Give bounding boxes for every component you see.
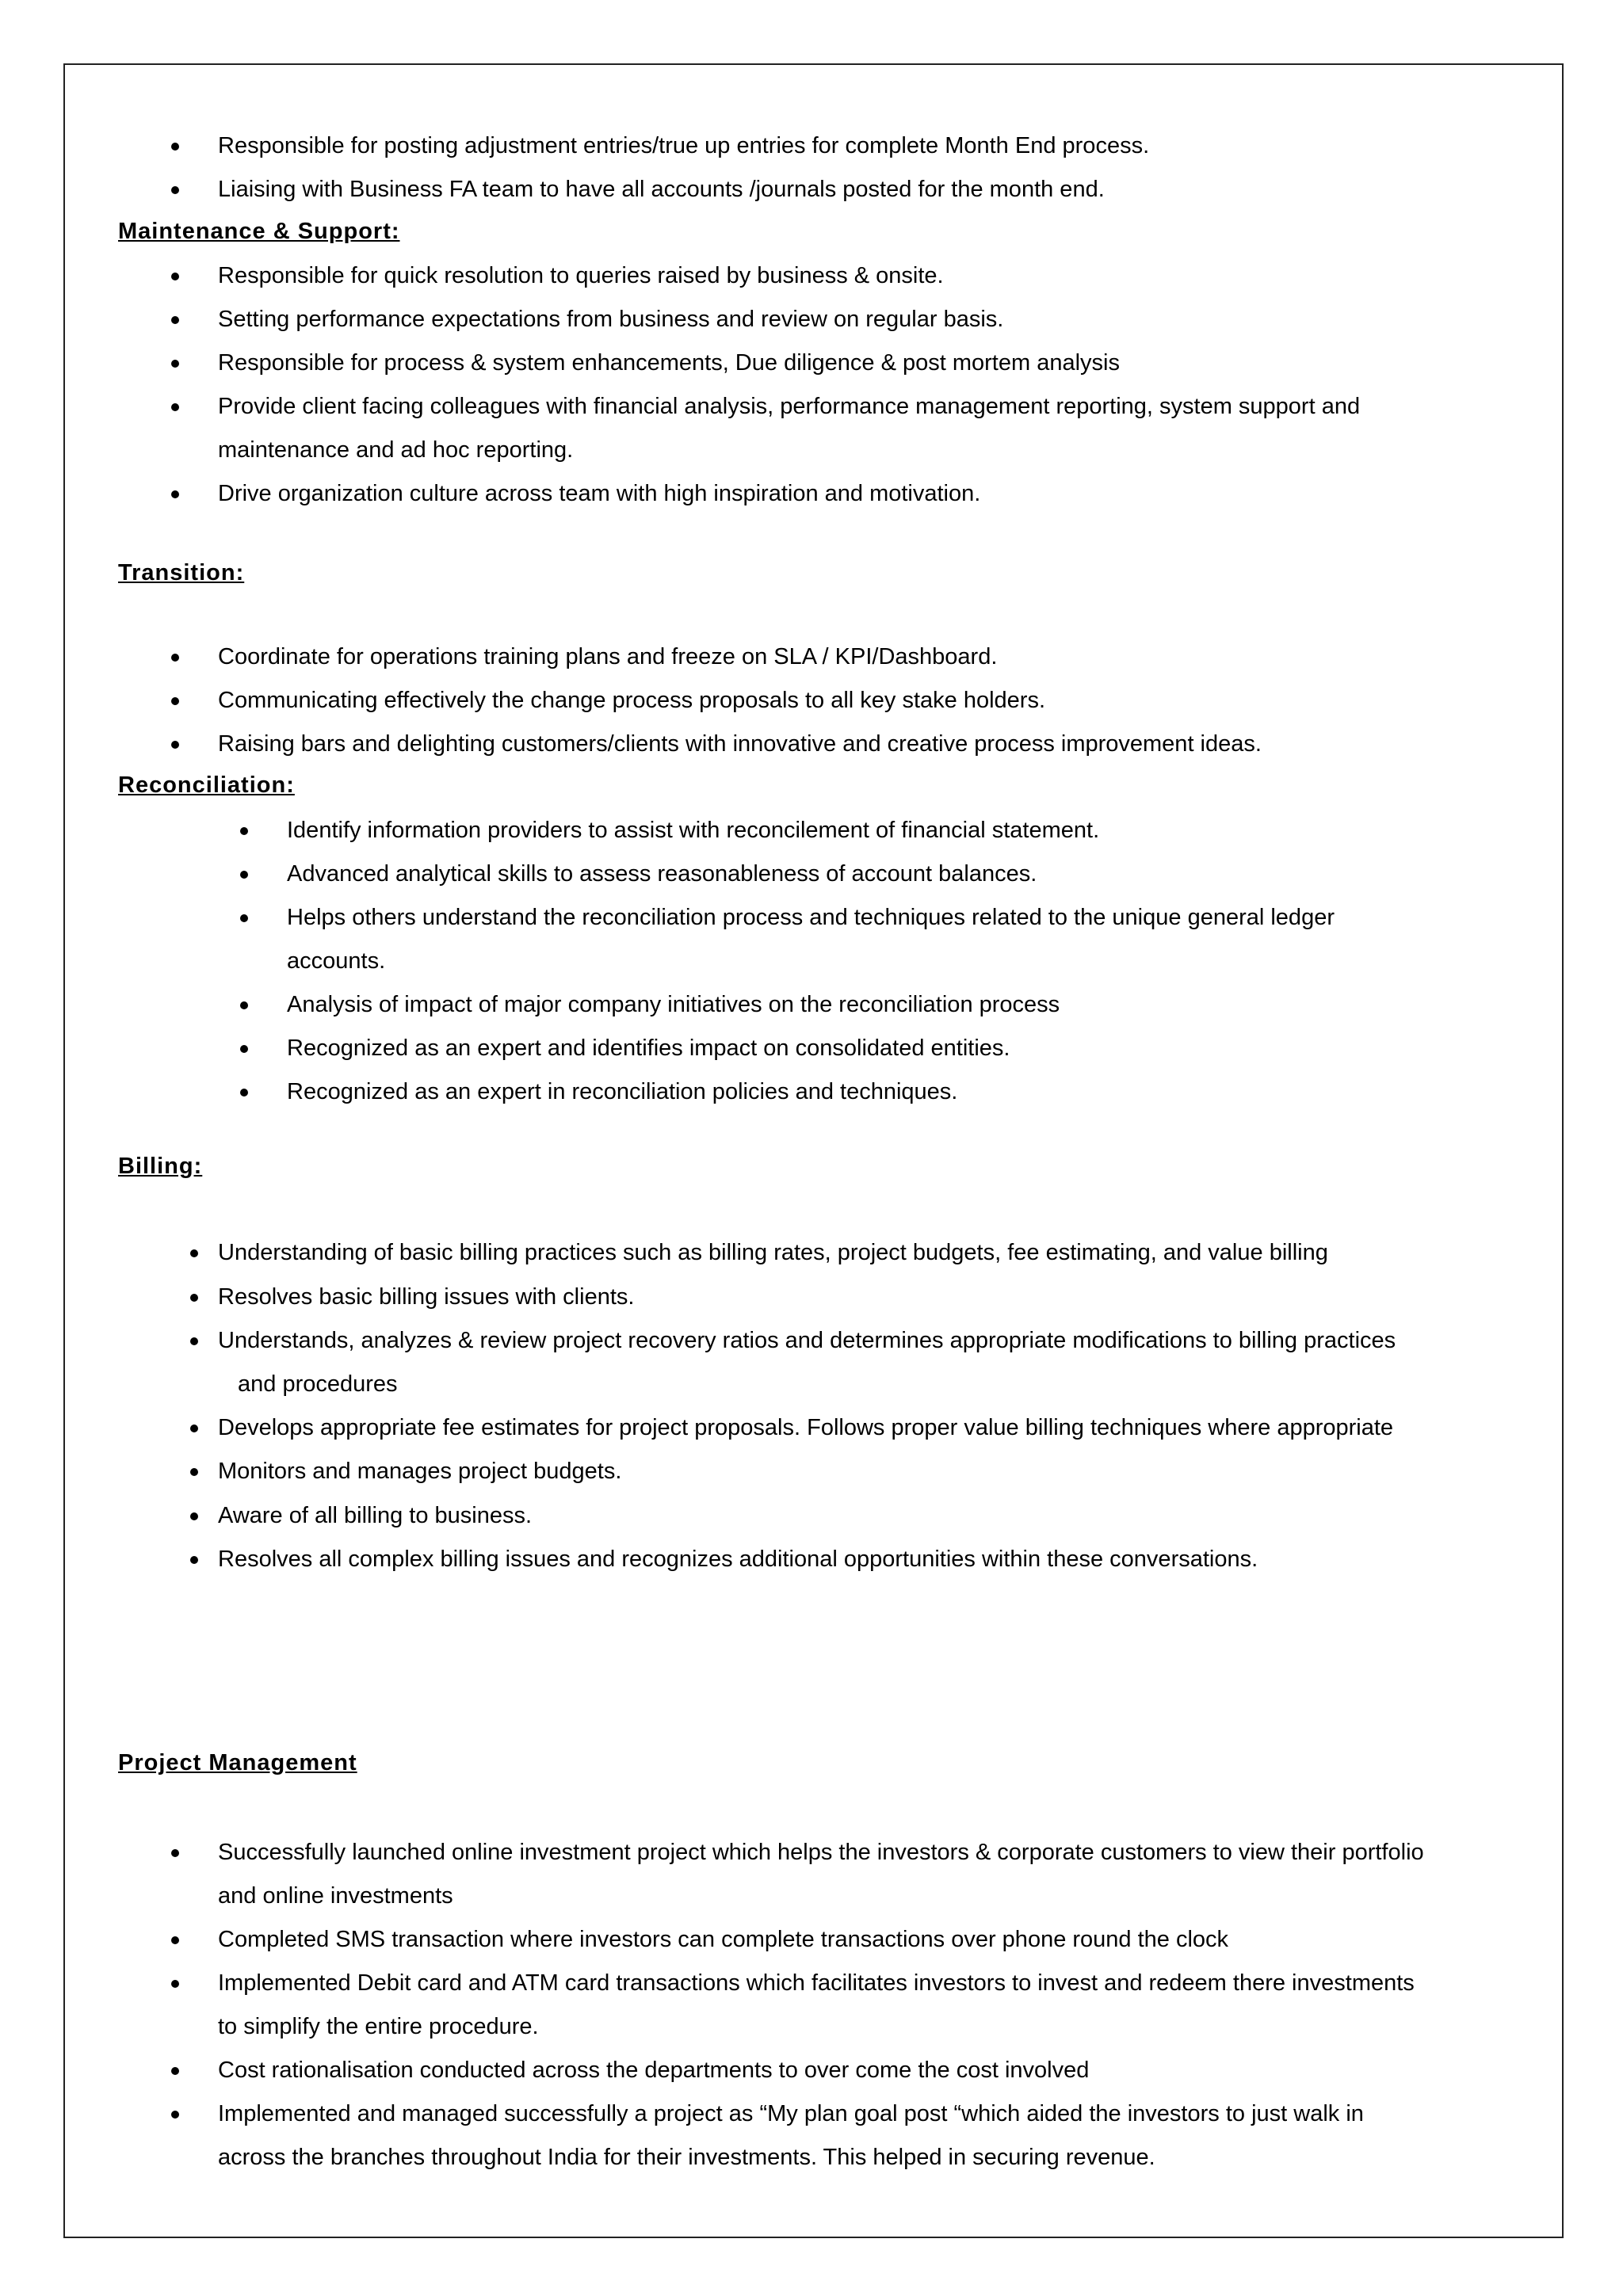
list-item: Resolves all complex billing issues and recognizes additional opportunities within these conversations. — [218, 1547, 1258, 1572]
list-item: Identify information providers to assist with reconcilement of financial statement. — [287, 818, 1100, 843]
bullet — [190, 1512, 198, 1520]
bullet — [171, 360, 179, 368]
list-item: Successfully launched online investment project which helps the investors & corporate customers to view their portfolio — [218, 1840, 1424, 1865]
list-item: Implemented Debit card and ATM card transactions which facilitates investors to invest and redeem there investments — [218, 1970, 1415, 1996]
list-item: Raising bars and delighting customers/clients with innovative and creative process improvement ideas. — [218, 731, 1262, 757]
list-item: Understands, analyzes & review project recovery ratios and determines appropriate modifications to billing practices — [218, 1328, 1396, 1353]
list-item: Responsible for process & system enhancements, Due diligence & post mortem analysis — [218, 350, 1120, 376]
list-item: Liaising with Business FA team to have all accounts /journals posted for the month end. — [218, 177, 1105, 202]
bullet — [171, 143, 179, 151]
list-item: Monitors and manages project budgets. — [218, 1459, 622, 1484]
bullet — [171, 273, 179, 280]
bullet — [240, 1089, 248, 1097]
bullet — [171, 654, 179, 662]
list-item: Analysis of impact of major company initiatives on the reconciliation process — [287, 992, 1060, 1017]
bullet — [171, 490, 179, 498]
bullet — [240, 914, 248, 922]
list-item-continuation: maintenance and ad hoc reporting. — [218, 437, 574, 463]
list-item-continuation: across the branches throughout India for their investments. This helped in securing revenue. — [218, 2145, 1155, 2170]
list-item: Develops appropriate fee estimates for project proposals. Follows proper value billing techniques where appropriate — [218, 1415, 1394, 1440]
list-item: Aware of all billing to business. — [218, 1503, 533, 1528]
list-item-continuation: and online investments — [218, 1883, 453, 1909]
bullet — [171, 316, 179, 324]
bullet — [190, 1294, 198, 1302]
list-item: Responsible for quick resolution to queries raised by business & onsite. — [218, 263, 944, 288]
section-heading: Maintenance & Support: — [118, 219, 400, 244]
list-item: Understanding of basic billing practices such as billing rates, project budgets, fee estimating, and value billing — [218, 1240, 1328, 1265]
bullet — [171, 741, 179, 749]
list-item: Implemented and managed successfully a project as “My plan goal post “which aided the investors to just walk in — [218, 2101, 1364, 2126]
list-item: Advanced analytical skills to assess reasonableness of account balances. — [287, 861, 1037, 887]
bullet — [171, 2111, 179, 2119]
bullet — [171, 403, 179, 411]
bullet — [240, 1001, 248, 1009]
bullet — [171, 1936, 179, 1944]
bullet — [240, 827, 248, 835]
bullet — [190, 1249, 198, 1257]
list-item: Communicating effectively the change process proposals to all key stake holders. — [218, 688, 1046, 713]
bullet — [240, 1045, 248, 1053]
list-item: Recognized as an expert and identifies impact on consolidated entities. — [287, 1035, 1010, 1061]
section-heading: Billing: — [118, 1154, 203, 1179]
list-item: Drive organization culture across team with high inspiration and motivation. — [218, 481, 981, 506]
list-item: Provide client facing colleagues with financial analysis, performance management reporting, system support and — [218, 394, 1361, 419]
list-item: Coordinate for operations training plans and freeze on SLA / KPI/Dashboard. — [218, 644, 998, 669]
list-item: Recognized as an expert in reconciliation policies and techniques. — [287, 1079, 958, 1104]
bullet — [190, 1425, 198, 1432]
bullet — [171, 2067, 179, 2075]
bullet — [190, 1556, 198, 1564]
section-heading: Project Management — [118, 1750, 357, 1775]
list-item-continuation: to simplify the entire procedure. — [218, 2014, 539, 2039]
list-item: Helps others understand the reconciliation process and techniques related to the unique general ledger — [287, 905, 1335, 930]
bullet — [171, 186, 179, 194]
list-item: Setting performance expectations from business and review on regular basis. — [218, 307, 1004, 332]
bullet — [240, 871, 248, 879]
list-item: Cost rationalisation conducted across the departments to over come the cost involved — [218, 2058, 1090, 2083]
section-heading: Transition: — [118, 560, 245, 585]
list-item: Completed SMS transaction where investors can complete transactions over phone round the clock — [218, 1927, 1229, 1952]
list-item: Resolves basic billing issues with clients. — [218, 1284, 635, 1310]
list-item-continuation: accounts. — [287, 948, 386, 974]
list-item: Responsible for posting adjustment entries/true up entries for complete Month End process. — [218, 133, 1150, 158]
list-item-continuation: and procedures — [238, 1371, 398, 1397]
bullet — [190, 1337, 198, 1345]
bullet — [171, 697, 179, 705]
bullet — [190, 1468, 198, 1476]
section-heading: Reconciliation: — [118, 772, 295, 798]
bullet — [171, 1980, 179, 1988]
bullet — [171, 1849, 179, 1857]
